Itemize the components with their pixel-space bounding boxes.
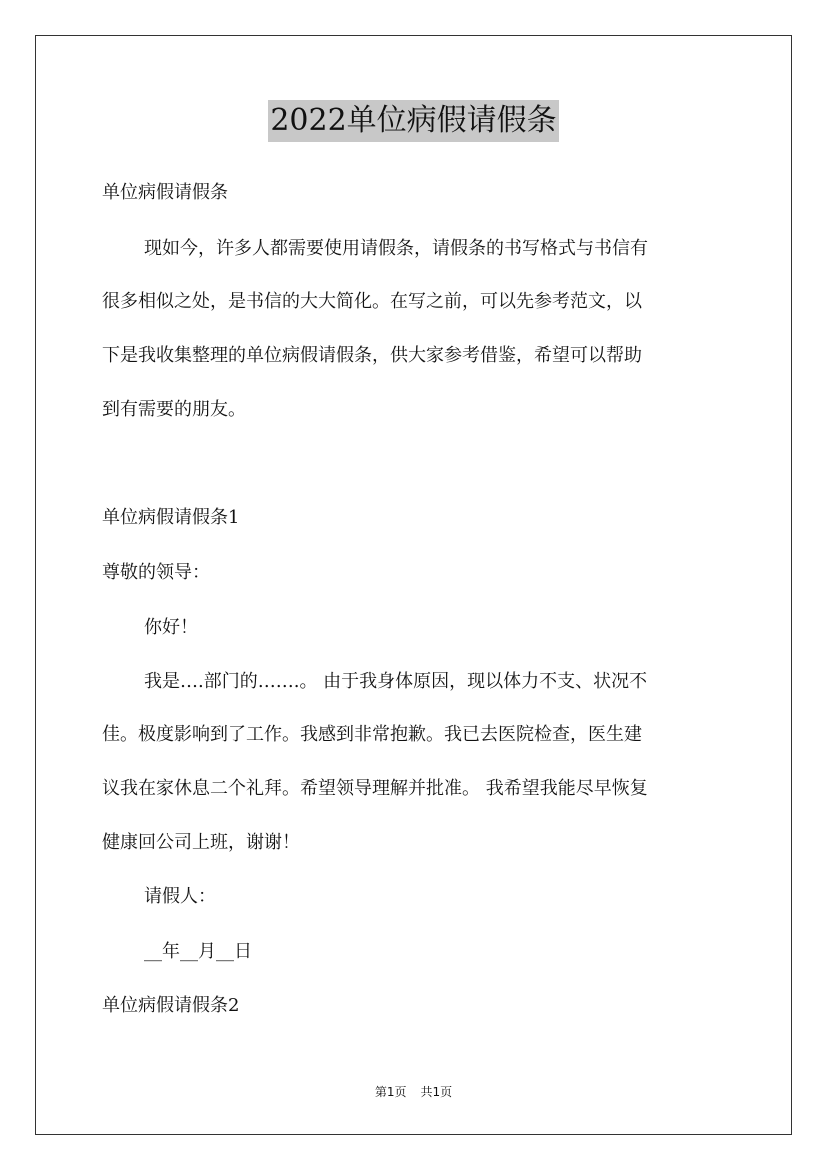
section2-heading: 单位病假请假条2 — [102, 995, 240, 1016]
body-line-1: 我是….部门的…….。 由于我身体原因，现以体力不支、状况不 — [144, 671, 648, 692]
body-line-3: 议我在家休息二个礼拜。希望领导理解并批准。 我希望我能尽早恢复 — [102, 778, 648, 799]
intro-line-4: 到有需要的朋友。 — [102, 399, 246, 420]
page-footer — [0, 1084, 827, 1100]
title-container — [0, 100, 827, 142]
applicant-label: 请假人： — [144, 886, 216, 907]
page-total: 共1页 — [420, 1085, 453, 1099]
section1-heading: 单位病假请假条1 — [102, 507, 240, 528]
subtitle: 单位病假请假条 — [102, 182, 228, 203]
greeting: 你好！ — [144, 617, 198, 638]
date-line: __年__月__日 — [144, 941, 252, 962]
intro-line-1: 现如今，许多人都需要使用请假条，请假条的书写格式与书信有 — [144, 238, 648, 259]
page-number: 第1页 — [374, 1085, 407, 1099]
salutation: 尊敬的领导： — [102, 562, 210, 583]
body-line-4: 健康回公司上班，谢谢！ — [102, 832, 300, 853]
body-line-2: 佳。极度影响到了工作。我感到非常抱歉。我已去医院检查，医生建 — [102, 724, 642, 745]
document-title: 2022单位病假请假条 — [268, 100, 558, 142]
intro-line-2: 很多相似之处，是书信的大大简化。在写之前，可以先参考范文，以 — [102, 291, 642, 312]
intro-line-3: 下是我收集整理的单位病假请假条，供大家参考借鉴，希望可以帮助 — [102, 345, 642, 366]
